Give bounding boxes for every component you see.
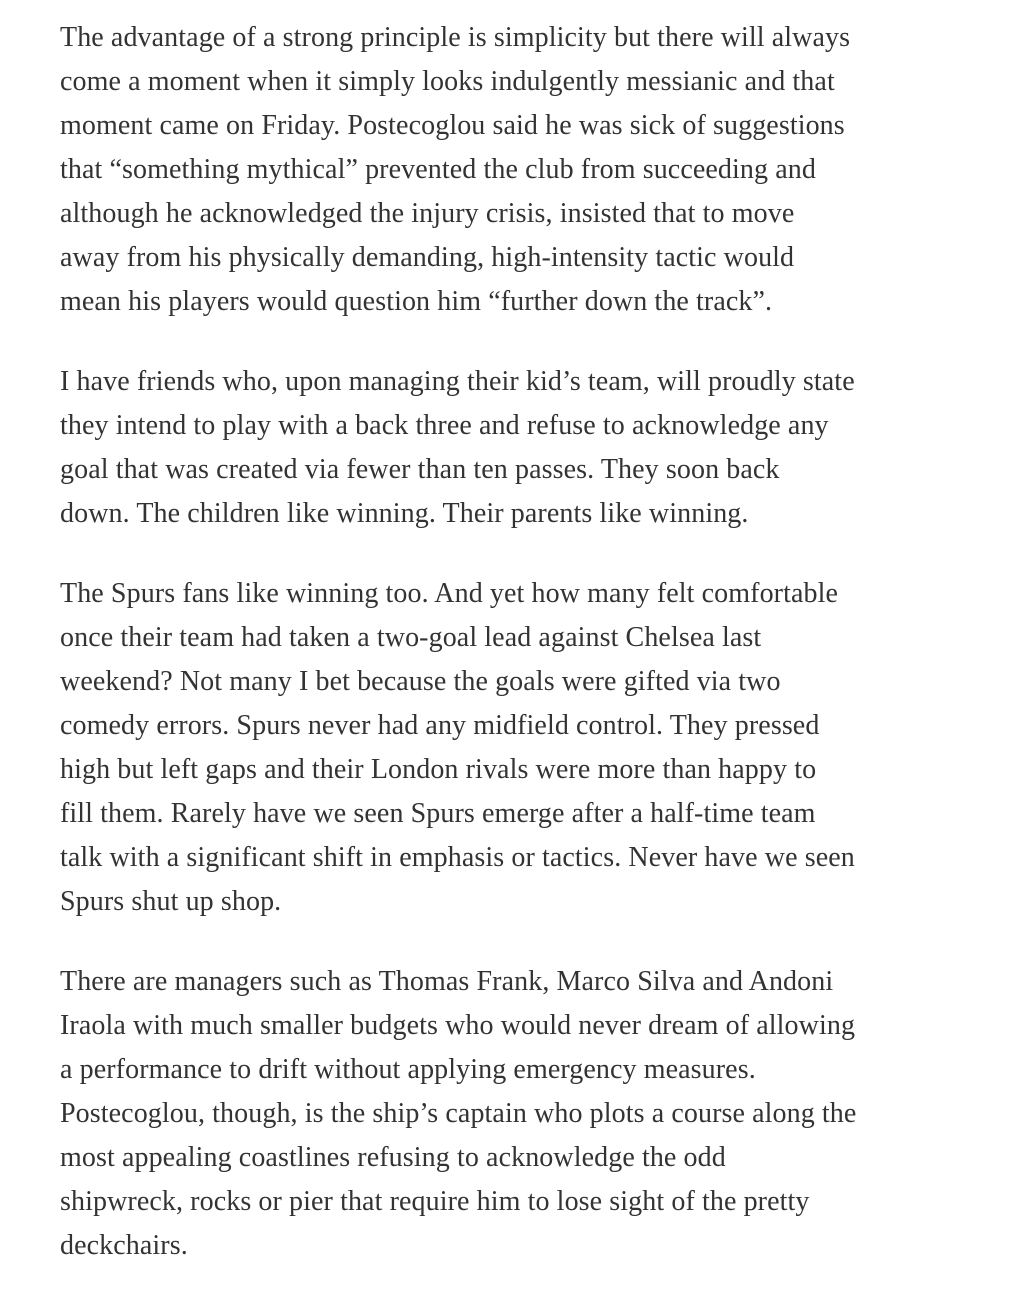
paragraph bbox=[60, 572, 965, 924]
text-line: There are managers such as Thomas Frank, Marco Silva and Andoni bbox=[60, 966, 834, 997]
text-line: shipwreck, rocks or pier that require him to lose sight of the pretty bbox=[60, 1186, 810, 1217]
text-line: comedy errors. Spurs never had any midfield control. They pressed bbox=[60, 710, 820, 741]
paragraph bbox=[60, 960, 965, 1268]
text-line: they intend to play with a back three and refuse to acknowledge any bbox=[60, 410, 829, 441]
paragraph bbox=[60, 16, 965, 324]
text-line: although he acknowledged the injury crisis, insisted that to move bbox=[60, 198, 795, 229]
text-line: fill them. Rarely have we seen Spurs emerge after a half-time team bbox=[60, 798, 816, 829]
text-line: Spurs shut up shop. bbox=[60, 886, 282, 917]
text-line: The advantage of a strong principle is simplicity but there will always bbox=[60, 22, 851, 53]
text-line: goal that was created via fewer than ten passes. They soon back bbox=[60, 454, 780, 485]
text-line: a performance to drift without applying emergency measures. bbox=[60, 1054, 756, 1085]
text-line: Iraola with much smaller budgets who would never dream of allowing bbox=[60, 1010, 856, 1041]
text-line: talk with a significant shift in emphasis or tactics. Never have we seen bbox=[60, 842, 855, 873]
text-line: moment came on Friday. Postecoglou said he was sick of suggestions bbox=[60, 110, 845, 141]
paragraph bbox=[60, 360, 965, 536]
text-line: weekend? Not many I bet because the goals were gifted via two bbox=[60, 666, 781, 697]
text-line: come a moment when it simply looks indulgently messianic and that bbox=[60, 66, 835, 97]
text-line: I have friends who, upon managing their kid’s team, will proudly state bbox=[60, 366, 855, 397]
text-line: away from his physically demanding, high-intensity tactic would bbox=[60, 242, 795, 273]
text-line: that “something mythical” prevented the club from succeeding and bbox=[60, 154, 816, 185]
text-line: mean his players would question him “further down the track”. bbox=[60, 286, 773, 317]
text-line: down. The children like winning. Their parents like winning. bbox=[60, 498, 749, 529]
text-line: high but left gaps and their London rivals were more than happy to bbox=[60, 754, 817, 785]
text-line: deckchairs. bbox=[60, 1230, 188, 1261]
text-line: Postecoglou, though, is the ship’s captain who plots a course along the bbox=[60, 1098, 857, 1129]
text-line: once their team had taken a two-goal lead against Chelsea last bbox=[60, 622, 762, 653]
text-line: The Spurs fans like winning too. And yet how many felt comfortable bbox=[60, 578, 839, 609]
text-line: most appealing coastlines refusing to acknowledge the odd bbox=[60, 1142, 726, 1173]
